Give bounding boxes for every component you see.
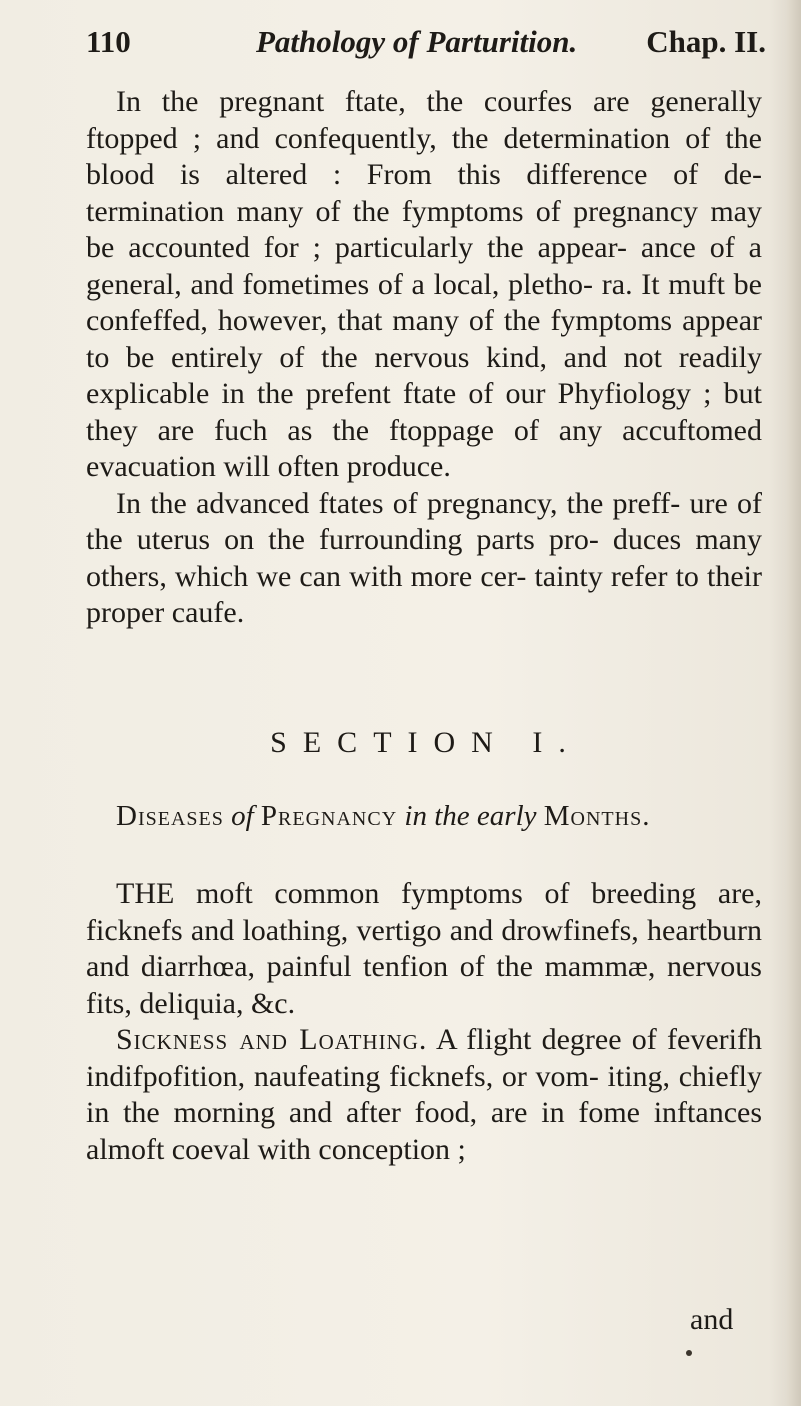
- paragraph-1: In the pregnant ftate, the courfes are generally ftopped ; and confequently, the determination of the blood is altered : From this difference of de- termination many of the fymptoms of pregnancy may be accounted for ; particularly the appear- ance of a general, and fometimes of a local, pletho- ra. It muft be confeffed, however, that many of the fymptoms appear to be entirely of the nervous kind, and not readily explicable in the prefent ftate of our Phyfiology ; but they are fuch as the ftoppage of any accuftomed evacuation will often produce.: [86, 85, 762, 483]
- subheading-word-of: of: [231, 800, 254, 832]
- subheading-word-diseases: Diseases: [116, 800, 224, 832]
- subheading-word-months: Months.: [543, 800, 651, 832]
- running-title: Pathology of Parturition.: [256, 24, 578, 59]
- subheading-word-pregnancy: Pregnancy: [260, 800, 398, 832]
- paragraph-2: In the advanced ftates of pregnancy, the preff- ure of the uterus on the furrounding parts pro- duces many others, which we can with more cer- tainty refer to their proper caufe.: [86, 486, 762, 629]
- page-edge: [787, 0, 801, 1406]
- section-heading: SECTION I.: [270, 726, 582, 759]
- subheading-word-in-the-early: in the early: [404, 800, 537, 832]
- paragraph-3: THE moft common fymptoms of breeding are, ficknefs and loathing, vertigo and drowfinefs, heartburn and diarrhœa, painful tenfion of the mammæ, nervous fits, deliquia, &c.: [86, 877, 762, 1020]
- chapter-label: Chap. II.: [646, 24, 766, 59]
- page-number: 110: [86, 24, 131, 59]
- paragraph-4-body: A flight degree of feverifh indifpofition, naufeating ficknefs, or vom- iting, chiefly in the morning and after food, are in fome inftances almoft coeval with conception ;: [86, 1023, 762, 1166]
- catchword: and: [690, 1303, 734, 1336]
- paragraph-4: [86, 1022, 762, 1168]
- ink-mark: [686, 1350, 692, 1356]
- running-header: [86, 24, 766, 64]
- body-text-bottom: [86, 876, 762, 1168]
- paragraph-4-lead: Sickness and Loathing.: [116, 1023, 428, 1056]
- body-text-top: [86, 84, 762, 632]
- section-subheading: [116, 800, 766, 833]
